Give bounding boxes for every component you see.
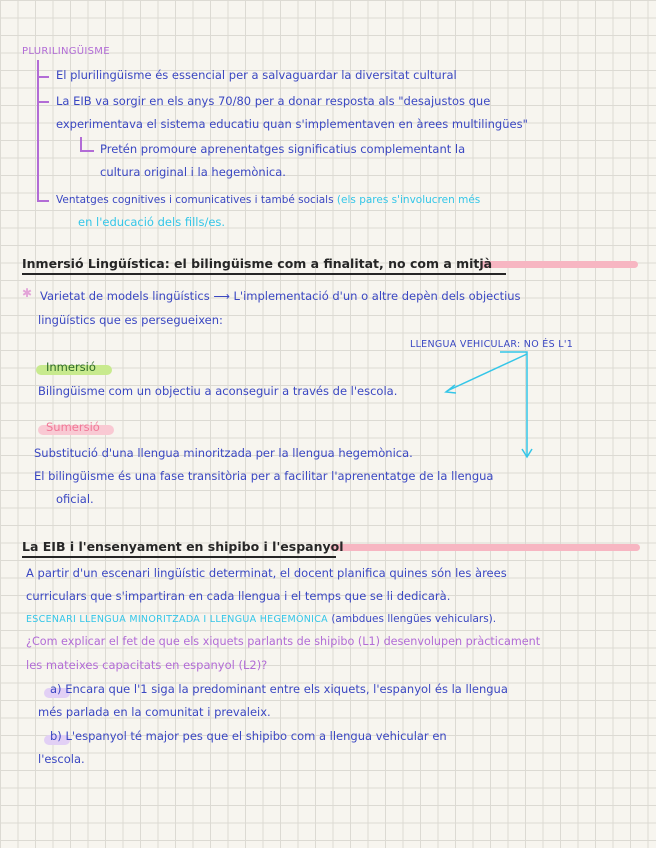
sub-preten-line1: Pretén promoure aprenentatges significatius complementant la	[100, 142, 466, 156]
sumersio-line2: El bilingüisme és una fase transitòria per a facilitar l'aprenentatge de la llengua	[34, 469, 494, 483]
answer-a-line2: més parlada en la comunitat i prevaleix.	[38, 705, 271, 719]
answer-b-line2: l'escola.	[38, 752, 85, 766]
ventatges-note-line2: en l'educació dels fills/es.	[78, 215, 226, 229]
bullet-eib-line1: La EIB va sorgir en els anys 70/80 per a donar resposta als "desajustos que	[56, 94, 491, 108]
eib-title: La EIB i l'ensenyament en shipibo i l'espanyol	[22, 539, 344, 554]
label-sumersio: Sumersió	[46, 420, 100, 434]
vehicular-note: LLENGUA VEHICULAR: NO ÉS L'1	[410, 339, 574, 350]
scenario-note: (ambdues llengües vehiculars).	[331, 613, 497, 625]
bullet-eib-line2: experimentava el sistema educatiu quan s'implementaven en àrees multilingües"	[56, 117, 528, 131]
star-bullet-icon: ✱	[22, 286, 33, 300]
scenario-caps: ESCENARI LLENGUA MINORITZADA I LLENGUA HEGEMÒNICA	[26, 614, 328, 625]
ventatges-note: (els pares s'involucren més	[336, 194, 481, 206]
question-line2: les mateixes capacitats en espanyol (L2)?	[26, 658, 268, 672]
varietat-text: Varietat de models lingüístics	[40, 289, 210, 303]
arrow-right-icon: ⟶	[213, 289, 230, 303]
plurilinguisme-heading: PLURILINGÜISME	[22, 46, 110, 57]
ventatges-text: Ventatges cognitives i comunicatives i també socials	[56, 194, 334, 206]
scenario-line	[26, 611, 496, 628]
question-line1: ¿Com explicar el fet de que els xiquets parlants de shipibo (L1) desenvolupen pràcticament	[26, 635, 541, 648]
left-arrowhead-icon	[446, 385, 456, 393]
para-line1: A partir d'un escenari lingüístic determinat, el docent planifica quines són les àrees	[26, 566, 507, 580]
implementacio-text: L'implementació d'un o altre depèn dels objectius	[233, 289, 521, 303]
answer-b-line1	[50, 728, 447, 744]
para-line2: curriculars que s'impartiran en cada llengua i el temps que se li dedicarà.	[26, 589, 451, 603]
answer-a-text: Encara que l'1 siga la predominant entre els xiquets, l'espanyol és la llengua	[65, 682, 508, 696]
answer-b-text: L'espanyol té major pes que el shipibo com a llengua vehicular en	[65, 729, 447, 743]
vehicular-diagonal-line	[447, 354, 527, 391]
sub-preten-line2: cultura original i la hegemònica.	[100, 165, 286, 179]
eib-title-underline	[22, 556, 336, 558]
inmersio-title: Inmersió Lingüística: el bilingüisme com a finalitat, no com a mitjà	[22, 256, 493, 271]
bullet-diversitat: El plurilingüisme és essencial per a salvaguardar la diversitat cultural	[56, 68, 457, 82]
varietat-line2: lingüístics que es persegueixen:	[38, 313, 223, 327]
label-inmersio: Inmersió	[46, 360, 96, 374]
inmersio-definition: Bilingüisme com un objectiu a aconseguir a través de l'escola.	[38, 384, 398, 398]
sumersio-line3: oficial.	[56, 492, 94, 506]
answer-b-label: b)	[50, 729, 62, 743]
answer-a-line1	[50, 681, 508, 697]
answer-a-label: a)	[50, 682, 62, 696]
vehicular-down-line	[500, 352, 527, 456]
eib-title-highlight-bar	[330, 544, 640, 551]
sumersio-line1: Substitució d'una llengua minoritzada per la llengua hegemònica.	[34, 446, 413, 460]
